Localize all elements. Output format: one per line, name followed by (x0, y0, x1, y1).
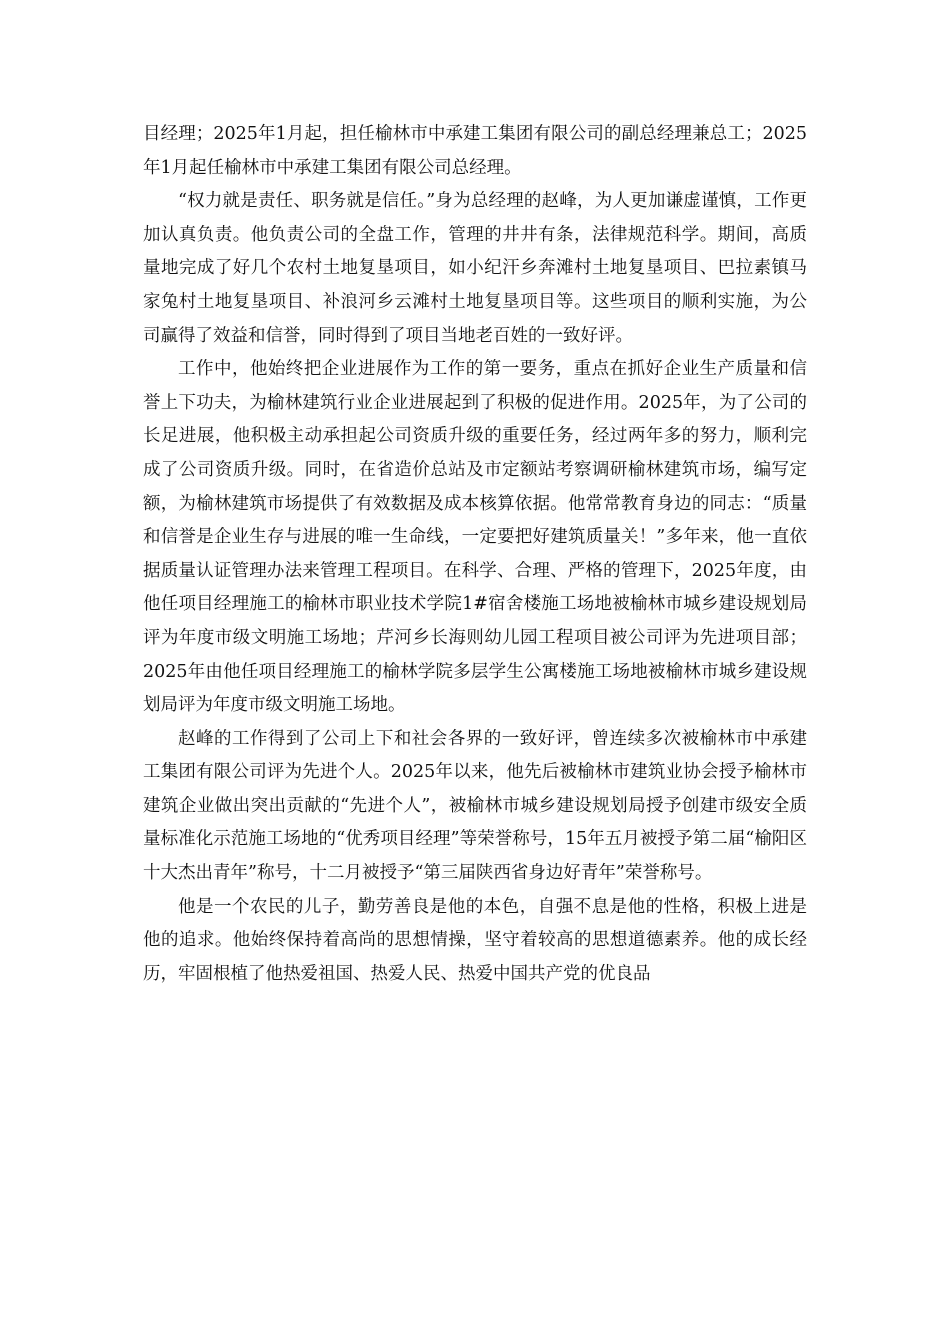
paragraph-1: 目经理；2025年1月起，担任榆林市中承建工集团有限公司的副总经理兼总工；2025年1月起任榆林市中承建工集团有限公司总经理。 (143, 124, 807, 178)
paragraph-3: 工作中，他始终把企业进展作为工作的第一要务，重点在抓好企业生产质量和信誉上下功夫，为榆林建筑行业企业进展起到了积极的促进作用。2025年，为了公司的长足进展，他积极主动承担起公司资质升级的重要任务，经过两年多的努力，顺利完成了公司资质升级。同时，在省造价总站及市定额站考察调研榆林建筑市场，编写定额，为榆林建筑市场提供了有效数据及成本核算依据。他常常教育身边的同志：“质量和信誉是企业生存与进展的唯一生命线，一定要把好建筑质量关！”多年来，他一直依据质量认证管理办法来管理工程项目。在科学、合理、严格的管理下，2025年度，由他任项目经理施工的榆林市职业技术学院1#宿舍楼施工场地被榆林市城乡建设规划局评为年度市级文明施工场地；芹河乡长海则幼儿园工程项目被公司评为先进项目部；2025年由他任项目经理施工的榆林学院多层学生公寓楼施工场地被榆林市城乡建设规划局评为年度市级文明施工场地。 (143, 359, 807, 716)
paragraph-4: 赵峰的工作得到了公司上下和社会各界的一致好评，曾连续多次被榆林市中承建工集团有限公司评为先进个人。2025年以来，他先后被榆林市建筑业协会授予榆林市建筑企业做出突出贡献的“先进个人”，被榆林市城乡建设规划局授予创建市级安全质量标准化示范施工场地的“优秀项目经理”等荣誉称号，15年五月被授予第二届“榆阳区十大杰出青年”称号，十二月被授予“第三届陕西省身边好青年”荣誉称号。 (143, 728, 807, 884)
paragraph-5: 他是一个农民的儿子，勤劳善良是他的本色，自强不息是他的性格，积极上进是他的追求。他始终保持着高尚的思想情操，坚守着较高的思想道德素养。他的成长经历，牢固根植了他热爱祖国、热爱人民、热爱中国共产党的优良品 (143, 896, 807, 984)
paragraph-2: “权力就是责任、职务就是信任。”身为总经理的赵峰，为人更加谦虚谨慎，工作更加认真负责。他负责公司的全盘工作，管理的井井有条，法律规范科学。期间，高质量地完成了好几个农村土地复垦项目，如小纪汗乡奔滩村土地复垦项目、巴拉素镇马家兔村土地复垦项目、补浪河乡云滩村土地复垦项目等。这些项目的顺利实施，为公司赢得了效益和信誉，同时得到了项目当地老百姓的一致好评。 (143, 191, 807, 346)
document-body (143, 118, 807, 991)
